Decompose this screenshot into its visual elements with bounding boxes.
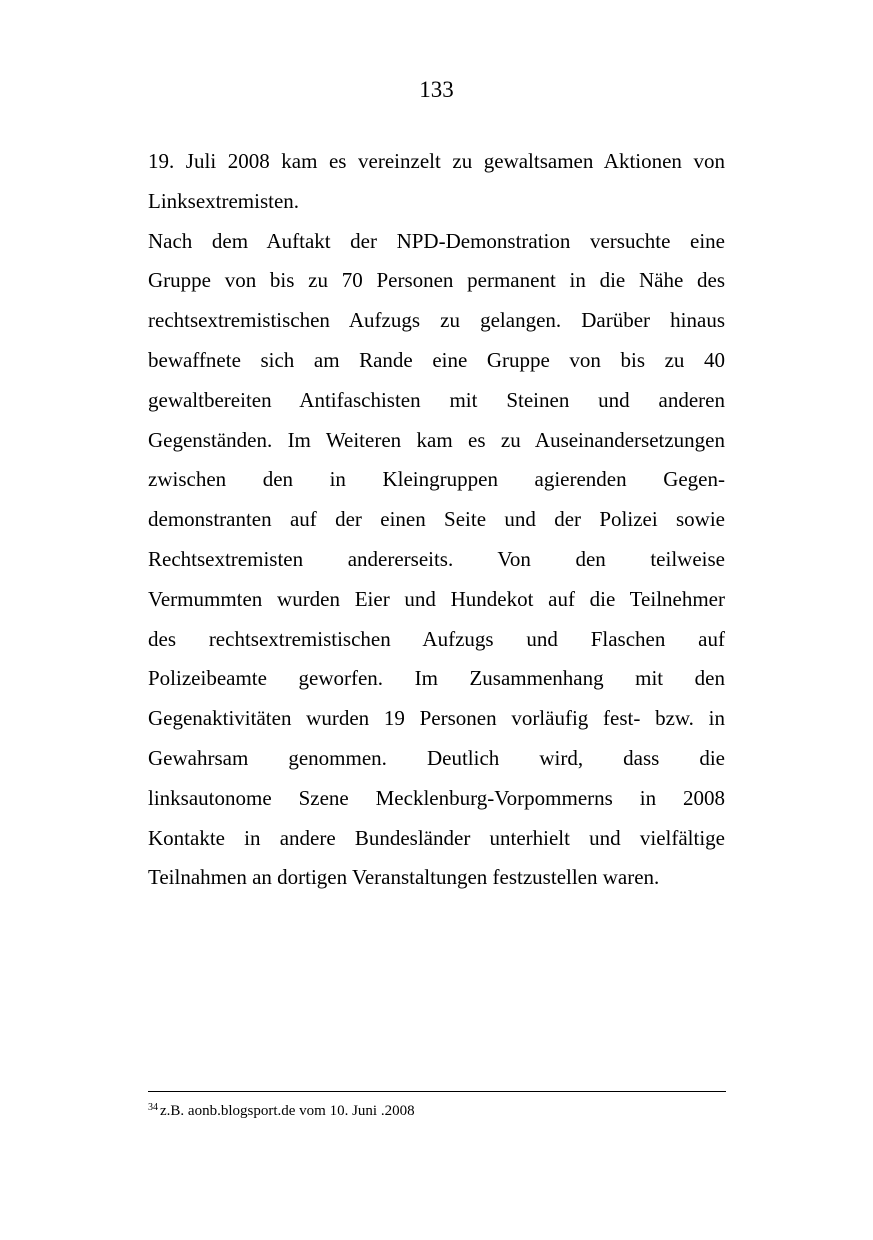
text-line: Gruppe von bis zu 70 Personen permanent in die Nähe des	[148, 268, 725, 293]
text-line: Linksextremisten.	[148, 188, 300, 213]
text-line: zwischen den in Kleingruppen agierenden Gegen-	[148, 467, 725, 492]
text-line: des rechtsextremistischen Aufzugs und Flaschen auf	[148, 626, 725, 651]
text-line: linksautonome Szene Mecklenburg-Vorpommerns in 2008	[148, 785, 725, 810]
footnote-marker: 34	[148, 1102, 158, 1113]
text-line: Polizeibeamte geworfen. Im Zusammenhang mit den	[148, 666, 725, 691]
text-line: Teilnahmen an dortigen Veranstaltungen festzustellen waren.	[148, 865, 660, 890]
body-text	[148, 142, 725, 898]
text-line: 19. Juli 2008 kam es vereinzelt zu gewaltsamen Aktionen von	[148, 149, 725, 173]
footnote-text: z.B. aonb.blogsport.de vom 10. Juni .2008	[160, 1103, 415, 1119]
paragraph-2	[148, 222, 725, 899]
footnote	[148, 1101, 725, 1121]
paragraph-1	[148, 142, 725, 222]
text-line: Gegenständen. Im Weiteren kam es zu Auseinandersetzungen	[148, 427, 725, 452]
page-number: 133	[419, 77, 454, 102]
text-line: Gegenaktivitäten wurden 19 Personen vorläufig fest- bzw. in	[148, 706, 725, 731]
text-line: demonstranten auf der einen Seite und der Polizei sowie	[148, 507, 725, 532]
text-line: Nach dem Auftakt der NPD-Demonstration versuchte eine	[148, 228, 725, 253]
text-line: Vermummten wurden Eier und Hundekot auf die Teilnehmer	[148, 586, 725, 611]
text-line: rechtsextremistischen Aufzugs zu gelangen. Darüber hinaus	[148, 308, 725, 333]
text-line: gewaltbereiten Antifaschisten mit Steinen und anderen	[148, 387, 725, 412]
footnote-separator	[148, 1091, 726, 1092]
text-line: bewaffnete sich am Rande eine Gruppe von bis zu 40	[148, 347, 725, 372]
text-line: Rechtsextremisten andererseits. Von den teilweise	[148, 546, 725, 571]
text-line: Kontakte in andere Bundesländer unterhielt und vielfältige	[148, 825, 725, 850]
text-line: Gewahrsam genommen. Deutlich wird, dass die	[148, 745, 725, 770]
